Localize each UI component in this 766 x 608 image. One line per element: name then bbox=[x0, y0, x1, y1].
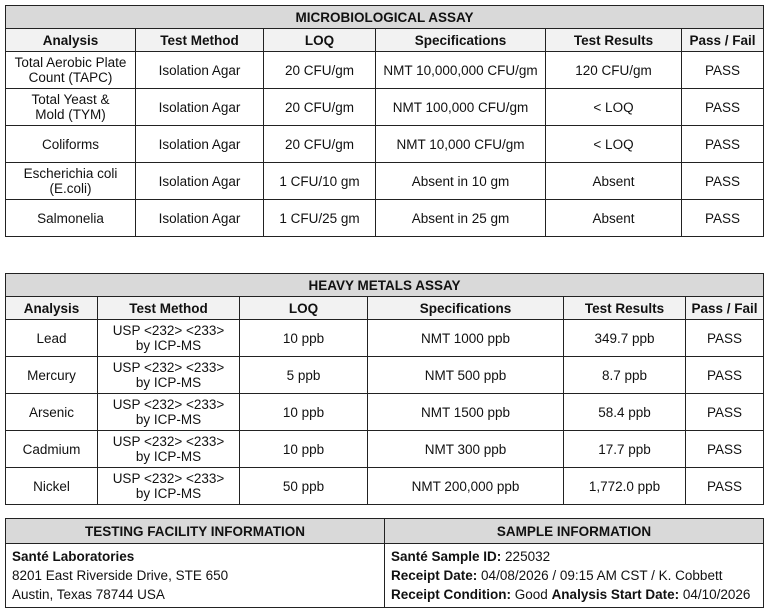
metals-cell-spec: NMT 200,000 ppb bbox=[368, 468, 564, 505]
metals-cell-loq: 10 ppb bbox=[240, 394, 368, 431]
facility-address-2: Austin, Texas 78744 USA bbox=[12, 587, 165, 602]
metals-cell-spec: NMT 1500 ppb bbox=[368, 394, 564, 431]
metals-cell-method bbox=[98, 320, 240, 357]
micro-cell-result: Absent bbox=[546, 163, 682, 200]
micro-cell-method: Isolation Agar bbox=[136, 200, 264, 237]
metals-cell-pass: PASS bbox=[686, 320, 764, 357]
metals-method-line: by ICP-MS bbox=[135, 412, 202, 427]
metals-cell-method bbox=[98, 357, 240, 394]
metals-cell-spec: NMT 300 ppb bbox=[368, 431, 564, 468]
metals-cell-analysis: Lead bbox=[6, 320, 98, 357]
metals-cell-pass: PASS bbox=[686, 357, 764, 394]
metals-cell-result: 17.7 ppb bbox=[564, 431, 686, 468]
micro-cell-method: Isolation Agar bbox=[136, 89, 264, 126]
micro-analysis-line: Total Aerobic Plate bbox=[14, 55, 127, 70]
metals-cell-loq: 50 ppb bbox=[240, 468, 368, 505]
micro-row bbox=[6, 52, 764, 89]
micro-title: MICROBIOLOGICAL ASSAY bbox=[6, 6, 764, 29]
micro-cell-pass: PASS bbox=[682, 200, 764, 237]
metals-cell-method bbox=[98, 394, 240, 431]
micro-cell-spec: NMT 100,000 CFU/gm bbox=[376, 89, 546, 126]
micro-cell-analysis bbox=[6, 200, 136, 237]
metals-row bbox=[6, 357, 764, 394]
micro-cell-result: 120 CFU/gm bbox=[546, 52, 682, 89]
sample-info bbox=[385, 544, 764, 608]
metals-method-line: USP <232> <233> bbox=[112, 360, 225, 375]
receipt-date-value: 04/08/2026 / 09:15 AM CST / K. Cobbett bbox=[481, 568, 723, 583]
metals-method-line: USP <232> <233> bbox=[112, 323, 225, 338]
metals-cell-loq: 10 ppb bbox=[240, 320, 368, 357]
analysis-start-value: 04/10/2026 bbox=[682, 587, 751, 602]
metals-cell-loq: 5 ppb bbox=[240, 357, 368, 394]
metals-header-4: Test Results bbox=[564, 297, 686, 320]
microbiological-assay-table bbox=[5, 5, 764, 237]
micro-cell-pass: PASS bbox=[682, 163, 764, 200]
micro-cell-method: Isolation Agar bbox=[136, 126, 264, 163]
micro-row bbox=[6, 200, 764, 237]
metals-cell-result: 58.4 ppb bbox=[564, 394, 686, 431]
metals-method-line: USP <232> <233> bbox=[112, 397, 225, 412]
receipt-condition-value: Good bbox=[514, 587, 548, 602]
metals-header-0: Analysis bbox=[6, 297, 98, 320]
info-table bbox=[5, 518, 764, 608]
heavy-metals-assay-table bbox=[5, 273, 764, 505]
micro-cell-loq: 20 CFU/gm bbox=[264, 89, 376, 126]
micro-cell-result: < LOQ bbox=[546, 126, 682, 163]
receipt-condition-label: Receipt Condition: bbox=[391, 587, 511, 602]
metals-cell-analysis: Mercury bbox=[6, 357, 98, 394]
metals-cell-pass: PASS bbox=[686, 468, 764, 505]
micro-analysis-line: Escherichia coli bbox=[23, 166, 118, 181]
micro-row bbox=[6, 89, 764, 126]
metals-cell-analysis: Cadmium bbox=[6, 431, 98, 468]
micro-row bbox=[6, 163, 764, 200]
metals-cell-pass: PASS bbox=[686, 394, 764, 431]
metals-row bbox=[6, 468, 764, 505]
micro-cell-loq: 20 CFU/gm bbox=[264, 52, 376, 89]
analysis-start-label: Analysis Start Date: bbox=[551, 587, 680, 602]
micro-cell-loq: 1 CFU/25 gm bbox=[264, 200, 376, 237]
micro-row bbox=[6, 126, 764, 163]
metals-cell-pass: PASS bbox=[686, 431, 764, 468]
micro-cell-spec: NMT 10,000 CFU/gm bbox=[376, 126, 546, 163]
micro-header-1: Test Method bbox=[136, 29, 264, 52]
metals-method-line: by ICP-MS bbox=[135, 338, 202, 353]
metals-method-line: by ICP-MS bbox=[135, 449, 202, 464]
micro-header-4: Test Results bbox=[546, 29, 682, 52]
facility-info bbox=[6, 544, 385, 608]
metals-method-line: USP <232> <233> bbox=[112, 434, 225, 449]
sample-id-label: Santé Sample ID: bbox=[391, 549, 502, 564]
micro-cell-analysis bbox=[6, 89, 136, 126]
metals-row bbox=[6, 431, 764, 468]
metals-header-1: Test Method bbox=[98, 297, 240, 320]
metals-method-line: by ICP-MS bbox=[135, 486, 202, 501]
metals-method-line: by ICP-MS bbox=[135, 375, 202, 390]
metals-cell-result: 349.7 ppb bbox=[564, 320, 686, 357]
facility-address-1: 8201 East Riverside Drive, STE 650 bbox=[12, 568, 229, 583]
micro-cell-method: Isolation Agar bbox=[136, 163, 264, 200]
micro-cell-pass: PASS bbox=[682, 126, 764, 163]
micro-analysis-line: Count (TAPC) bbox=[28, 70, 113, 85]
sample-id-value: 225032 bbox=[505, 549, 551, 564]
metals-cell-spec: NMT 500 ppb bbox=[368, 357, 564, 394]
micro-analysis-line: (E.coli) bbox=[49, 181, 92, 196]
metals-cell-method bbox=[98, 431, 240, 468]
metals-row bbox=[6, 394, 764, 431]
metals-cell-spec: NMT 1000 ppb bbox=[368, 320, 564, 357]
metals-header-3: Specifications bbox=[368, 297, 564, 320]
metals-row bbox=[6, 320, 764, 357]
micro-cell-spec: Absent in 25 gm bbox=[376, 200, 546, 237]
metals-cell-result: 1,772.0 ppb bbox=[564, 468, 686, 505]
metals-method-line: USP <232> <233> bbox=[112, 471, 225, 486]
metals-cell-analysis: Nickel bbox=[6, 468, 98, 505]
metals-cell-loq: 10 ppb bbox=[240, 431, 368, 468]
sample-title: SAMPLE INFORMATION bbox=[385, 519, 764, 544]
facility-name: Santé Laboratories bbox=[12, 549, 135, 564]
micro-cell-result: < LOQ bbox=[546, 89, 682, 126]
micro-header-0: Analysis bbox=[6, 29, 136, 52]
micro-cell-analysis bbox=[6, 52, 136, 89]
micro-cell-analysis bbox=[6, 163, 136, 200]
micro-cell-pass: PASS bbox=[682, 52, 764, 89]
micro-header-2: LOQ bbox=[264, 29, 376, 52]
micro-header-3: Specifications bbox=[376, 29, 546, 52]
micro-analysis-line: Coliforms bbox=[41, 136, 99, 152]
micro-analysis-line: Salmonelia bbox=[37, 210, 104, 226]
micro-cell-analysis bbox=[6, 126, 136, 163]
metals-title: HEAVY METALS ASSAY bbox=[6, 274, 764, 297]
metals-cell-result: 8.7 ppb bbox=[564, 357, 686, 394]
micro-cell-loq: 1 CFU/10 gm bbox=[264, 163, 376, 200]
micro-cell-spec: Absent in 10 gm bbox=[376, 163, 546, 200]
metals-header-5: Pass / Fail bbox=[686, 297, 764, 320]
metals-cell-analysis: Arsenic bbox=[6, 394, 98, 431]
micro-cell-pass: PASS bbox=[682, 89, 764, 126]
micro-cell-result: Absent bbox=[546, 200, 682, 237]
micro-analysis-line: Mold (TYM) bbox=[35, 107, 106, 122]
metals-cell-method bbox=[98, 468, 240, 505]
facility-title: TESTING FACILITY INFORMATION bbox=[6, 519, 385, 544]
metals-header-2: LOQ bbox=[240, 297, 368, 320]
receipt-date-label: Receipt Date: bbox=[391, 568, 478, 583]
micro-cell-spec: NMT 10,000,000 CFU/gm bbox=[376, 52, 546, 89]
micro-cell-method: Isolation Agar bbox=[136, 52, 264, 89]
micro-header-5: Pass / Fail bbox=[682, 29, 764, 52]
micro-cell-loq: 20 CFU/gm bbox=[264, 126, 376, 163]
micro-analysis-line: Total Yeast & bbox=[31, 92, 110, 107]
